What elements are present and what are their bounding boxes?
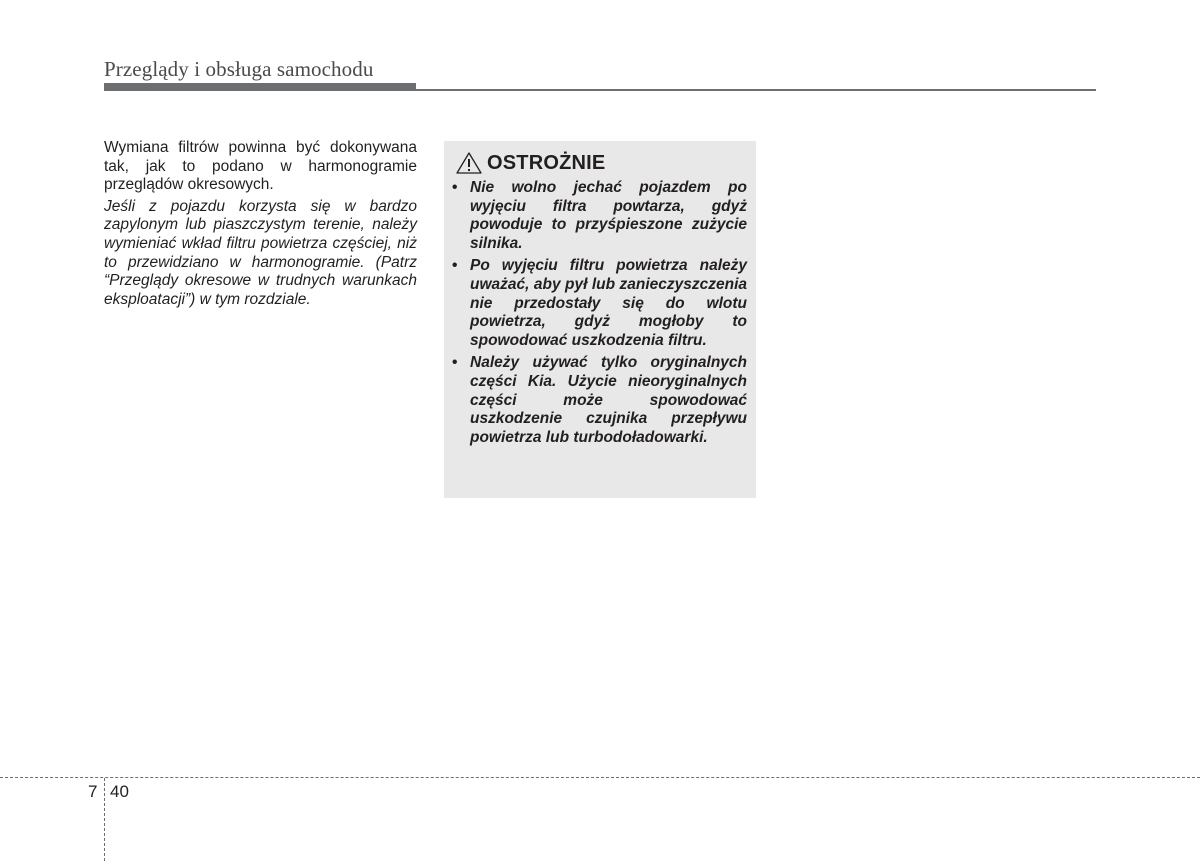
body-text-column <box>104 139 417 309</box>
bullet: • <box>452 354 458 372</box>
caution-item <box>452 257 747 350</box>
caution-box <box>444 141 756 498</box>
caution-list <box>452 179 747 451</box>
page-number: 40 <box>110 782 129 801</box>
caution-item <box>452 354 747 447</box>
caution-item <box>452 179 747 253</box>
dusty-conditions-paragraph: Jeśli z pojazdu korzysta się w bardzo zapylonym lub piaszczystym terenie, należy wymieniać wkład filtru powietrza częściej, niż to przewidziano w harmonogramie. (Patrz “Przeglądy okresowe w trudnych warunkach eksploatacji”) w tym rozdziale. <box>104 197 417 308</box>
warning-triangle-icon <box>455 151 483 175</box>
caution-header <box>455 151 605 175</box>
caution-item-text: Należy używać tylko oryginalnych części Kia. Użycie nieoryginalnych części może spowodować uszkodzenie czujnika przepływu powietrza lub turbodoładowarki. <box>470 354 747 446</box>
section-title: Przeglądy i obsługa samochodu <box>104 57 374 81</box>
caution-item-text: Po wyjęciu filtru powietrza należy uważać, aby pył lub zanieczyszczenia nie przedostały się do wlotu powietrza, gdyż mogłoby to spowodować uszkodzenia filtru. <box>470 257 747 349</box>
footer-vertical-divider <box>104 778 105 861</box>
header-rule-thin <box>104 89 1096 91</box>
filter-replacement-paragraph: Wymiana filtrów powinna być dokonywana tak, jak to podano w harmonogramie przeglądów okresowych. <box>104 139 417 194</box>
bullet: • <box>452 257 458 275</box>
caution-item-text: Nie wolno jechać pojazdem po wyjęciu filtra powtarza, gdyż powoduje to przyśpieszone zużycie silnika. <box>470 179 747 252</box>
bullet: • <box>452 179 458 196</box>
chapter-number: 7 <box>88 782 98 801</box>
footer-divider <box>0 777 1200 778</box>
caution-title: OSTROŻNIE <box>487 151 606 174</box>
